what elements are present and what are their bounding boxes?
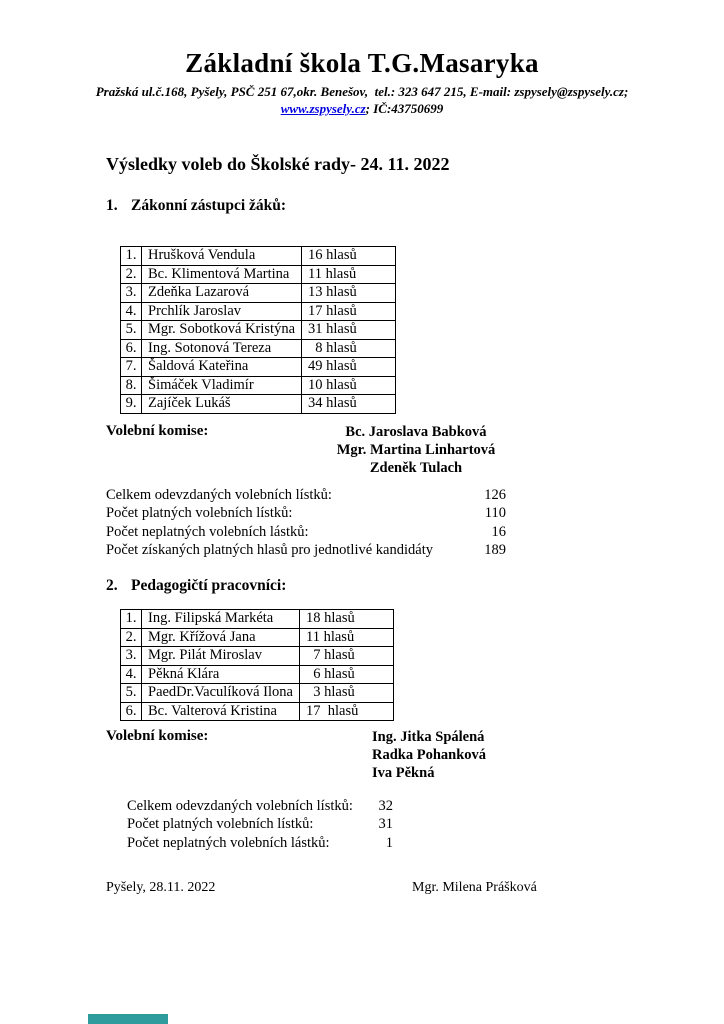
vote-count: 10 hlasů (302, 376, 396, 395)
stats-value: 31 (378, 816, 393, 833)
commission-member: Bc. Jaroslava Babková (345, 424, 487, 440)
table-row (121, 321, 396, 340)
stats-value: 32 (378, 798, 393, 814)
table-row (121, 247, 396, 266)
row-number: 6. (121, 339, 142, 358)
row-number: 4. (121, 665, 142, 684)
row-number: 1. (121, 610, 142, 629)
table-row (121, 376, 396, 395)
stats-label: Počet platných volebních lístků: (127, 816, 314, 833)
section1-heading (106, 197, 286, 215)
row-number: 3. (121, 647, 142, 666)
candidate-name: Šaldová Kateřina (142, 358, 302, 377)
stats-line (127, 797, 393, 815)
commission-member: Radka Pohanková (372, 747, 487, 763)
table-row (121, 610, 394, 629)
candidate-name: Ing. Filipská Markéta (142, 610, 300, 629)
commission-member: Mgr. Martina Linhartová (336, 442, 496, 458)
commission-label: Volební komise: (106, 728, 209, 744)
candidate-name: PaedDr.Vaculíková Ilona (142, 684, 300, 703)
table-row (121, 302, 396, 321)
row-number: 4. (121, 302, 142, 321)
table-row (121, 684, 394, 703)
table-row (121, 628, 394, 647)
table-row (121, 358, 396, 377)
candidates-table-teachers (120, 609, 394, 721)
table-row (121, 702, 394, 721)
candidate-name: Mgr. Sobotková Kristýna (142, 321, 302, 340)
table-row (121, 395, 396, 414)
commission-members (372, 728, 548, 782)
candidate-name: Zajíček Lukáš (142, 395, 302, 414)
website-link[interactable]: www.zspysely.cz (280, 101, 366, 116)
website-suffix: ; IČ:43750699 (365, 101, 444, 116)
row-number: 2. (121, 628, 142, 647)
table-row (121, 284, 396, 303)
stats-label: Počet neplatných volebních lástků: (127, 834, 330, 851)
commission-member: Ing. Jitka Spálená (372, 729, 485, 745)
vote-count: 11 hlasů (300, 628, 394, 647)
row-number: 7. (121, 358, 142, 377)
stats-label: Počet získaných platných hlasů pro jednotlivé kandidáty (106, 541, 433, 558)
statistics-block-parents (106, 486, 506, 559)
vote-count: 49 hlasů (302, 358, 396, 377)
commission-label: Volební komise: (106, 423, 209, 439)
section2-heading-label: Pedagogičtí pracovníci: (131, 577, 287, 594)
candidate-name: Mgr. Pilát Miroslav (142, 647, 300, 666)
stats-value: 110 (484, 505, 506, 522)
vote-count: 7 hlasů (300, 647, 394, 666)
row-number: 3. (121, 284, 142, 303)
stats-label: Počet platných volebních lístků: (106, 505, 293, 522)
commission-members (328, 423, 504, 477)
stats-label: Celkem odevzdaných volebních lístků: (127, 798, 353, 814)
table-row (121, 265, 396, 284)
stats-value: 1 (385, 834, 393, 851)
candidate-name: Bc. Valterová Kristina (142, 702, 300, 721)
table-row (121, 339, 396, 358)
stats-line (127, 834, 393, 852)
candidate-name: Ing. Sotonová Tereza (142, 339, 302, 358)
section1-number: 1. (106, 197, 118, 214)
table-row (121, 665, 394, 684)
table-row (121, 647, 394, 666)
vote-count: 16 hlasů (302, 247, 396, 266)
school-address-line: Pražská ul.č.168, Pyšely, PSČ 251 67,okr. Benešov, tel.: 323 647 215, E-mail: zspysely@zspysely.cz; (95, 84, 629, 99)
row-number: 5. (121, 321, 142, 340)
document-title: Výsledky voleb do Školské rady- 24. 11. 2022 (106, 154, 450, 174)
stats-value: 189 (484, 541, 506, 558)
vote-count: 31 hlasů (302, 321, 396, 340)
vote-count: 17 hlasů (300, 702, 394, 721)
candidates-table-parents (120, 246, 396, 414)
stats-line (106, 541, 506, 559)
row-number: 5. (121, 684, 142, 703)
row-number: 9. (121, 395, 142, 414)
vote-count: 11 hlasů (302, 265, 396, 284)
school-name-title: Základní škola T.G.Masaryka (185, 48, 539, 78)
bottom-artifact-strip (88, 1014, 168, 1024)
stats-value: 16 (491, 523, 506, 540)
vote-count: 3 hlasů (300, 684, 394, 703)
vote-count: 6 hlasů (300, 665, 394, 684)
candidate-name: Zdeňka Lazarová (142, 284, 302, 303)
stats-value: 126 (484, 487, 506, 503)
row-number: 1. (121, 247, 142, 266)
candidate-name: Pěkná Klára (142, 665, 300, 684)
stats-line (127, 815, 393, 833)
candidate-name: Mgr. Křížová Jana (142, 628, 300, 647)
vote-count: 13 hlasů (302, 284, 396, 303)
row-number: 8. (121, 376, 142, 395)
stats-line (106, 523, 506, 541)
commission-member: Zdeněk Tulach (369, 460, 463, 476)
row-number: 2. (121, 265, 142, 284)
row-number: 6. (121, 702, 142, 721)
section2-number: 2. (106, 577, 118, 594)
vote-count: 8 hlasů (302, 339, 396, 358)
stats-label: Celkem odevzdaných volebních lístků: (106, 487, 332, 503)
stats-line (106, 504, 506, 522)
vote-count: 18 hlasů (300, 610, 394, 629)
footer-place-date: Pyšely, 28.11. 2022 (106, 880, 216, 895)
commission-member: Iva Pěkná (372, 765, 435, 781)
section2-heading (106, 577, 286, 595)
candidate-name: Bc. Klimentová Martina (142, 265, 302, 284)
candidate-name: Hrušková Vendula (142, 247, 302, 266)
stats-line (106, 486, 506, 504)
statistics-block-teachers (127, 797, 393, 852)
candidate-name: Šimáček Vladimír (142, 376, 302, 395)
school-link-line (0, 101, 724, 117)
vote-count: 34 hlasů (302, 395, 396, 414)
vote-count: 17 hlasů (302, 302, 396, 321)
section1-heading-label: Zákonní zástupci žáků: (131, 197, 287, 214)
stats-label: Počet neplatných volebních lástků: (106, 523, 309, 540)
footer-signature: Mgr. Milena Prášková (412, 880, 537, 895)
candidate-name: Prchlík Jaroslav (142, 302, 302, 321)
